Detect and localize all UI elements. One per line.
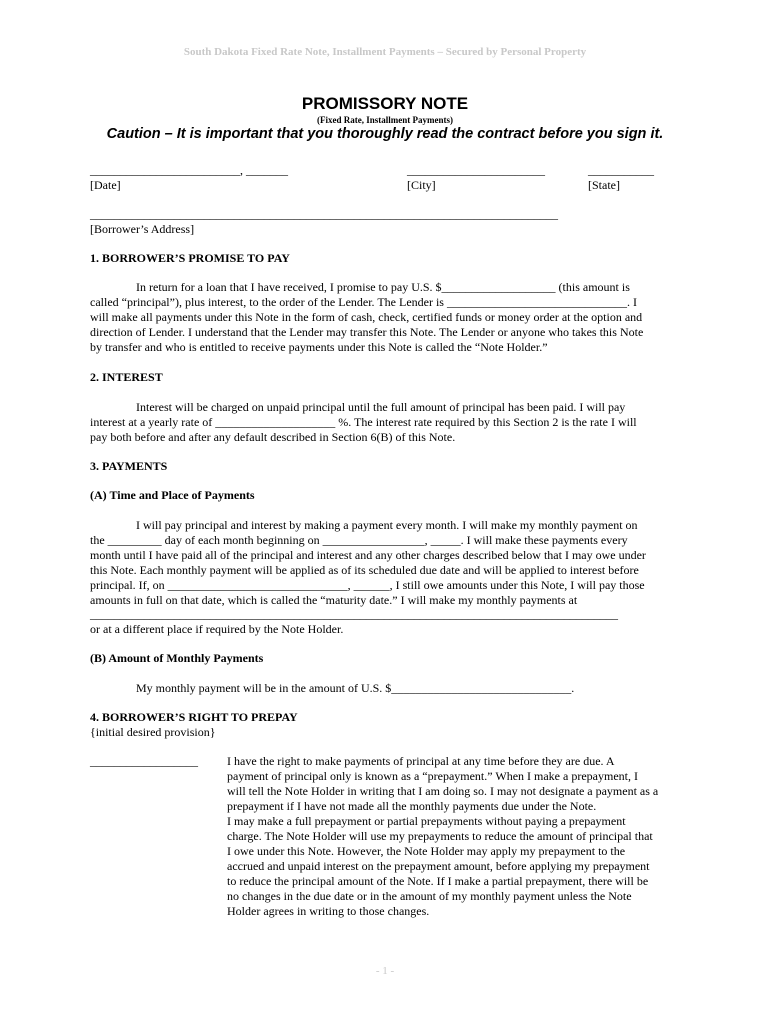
page-number: - 1 - [375,965,395,977]
paragraph-line: I have the right to make payments of principal at any time before they are due. A [227,754,615,768]
section-2-paragraph [90,400,637,445]
paragraph-line: Holder agrees in writing to those changes. [227,904,430,918]
paragraph-line: will tell the Note Holder in writing that I am doing so. I may not designate a payment as a [227,784,659,798]
paragraph-line: called “principal”), plus interest, to the order of the Lender. The Lender is ______________________________. I [90,295,637,309]
paragraph-line: Interest will be charged on unpaid principal until the full amount of principal has been paid. I will pay [136,400,626,414]
paragraph-line: by transfer and who is entitled to receive payments under this Note is called the “Note Holder.” [90,340,548,354]
section-1-heading: 1. BORROWER’S PROMISE TO PAY [90,251,290,265]
section-3-heading: 3. PAYMENTS [90,459,168,473]
section-4-paragraph [227,754,658,919]
page-title: PROMISSORY NOTE [301,94,469,113]
section-3b-heading: (B) Amount of Monthly Payments [90,651,264,665]
section-4-note: {initial desired provision} [90,725,216,739]
borrower-address-field[interactable]: ______________________________________________________________________________ [90,207,558,221]
paragraph-line: pay both before and after any default described in Section 6(B) of this Note. [90,430,456,444]
paragraph-line: to reduce the principal amount of the Note. If I make a partial prepayment, there will be [227,874,649,888]
section-2-heading: 2. INTEREST [90,370,163,384]
paragraph-line: charge. The Note Holder will use my prepayments to reduce the amount of principal that [227,829,653,843]
paragraph-line: payment of principal only is known as a “prepayment.” When I make a prepayment, I [227,769,638,783]
state-field[interactable]: ___________ [588,163,654,177]
section-3b-text: My monthly payment will be in the amount of U.S. $______________________________. [136,681,575,695]
paragraph-line: interest at a yearly rate of ____________________ %. The interest rate required by this Section 2 is the rate I will [90,415,637,429]
state-label: [State] [588,178,620,192]
document-header: South Dakota Fixed Rate Note, Installment Payments – Secured by Personal Property [183,46,587,58]
paragraph-line: no changes in the due date or in the amount of my monthly payment unless the Note [227,889,632,903]
section-1-paragraph [90,280,643,355]
payment-place-field[interactable]: ________________________________________________________________________________________ [90,607,618,621]
paragraph-line: amounts in full on that date, which is called the “maturity date.” I will make my monthly payments at [90,593,578,607]
city-field[interactable]: _______________________ [407,163,545,177]
paragraph-line: direction of Lender. I understand that the Lender may transfer this Note. The Lender or anyone who takes this Note [90,325,644,339]
section-4-heading: 4. BORROWER’S RIGHT TO PREPAY [90,710,298,724]
paragraph-line: principal. If, on ______________________________, ______, I still owe amounts under this Note, I will pay those [90,578,645,592]
paragraph-line: prepayment if I have not made all the monthly payments due under the Note. [227,799,597,813]
page-subtitle: (Fixed Rate, Installment Payments) [317,115,453,125]
paragraph-line: accrued and unpaid interest on the prepayment amount, before applying my prepayment [227,859,650,873]
section-3a-heading: (A) Time and Place of Payments [90,488,255,502]
paragraph-line: this Note. Each monthly payment will be applied as of its scheduled due date and will be applied to interest before [90,563,639,577]
paragraph-line: will make all payments under this Note in the form of cash, check, certified funds or money order at the option and [90,310,643,324]
caution-notice: Caution – It is important that you thoroughly read the contract before you sign it. [106,126,664,142]
paragraph-line: month until I have paid all of the principal and interest and any other charges described below that I may owe under [90,548,646,562]
date-field[interactable]: _________________________, _______ [90,163,288,177]
paragraph-line: I owe under this Note. However, the Note Holder may apply my prepayment to the [227,844,626,858]
paragraph-line: I will pay principal and interest by making a payment every month. I will make my monthly payment on [136,518,638,532]
payment-place-note: or at a different place if required by the Note Holder. [90,622,344,636]
initial-field[interactable]: __________________ [90,754,198,768]
paragraph-line: In return for a loan that I have received, I promise to pay U.S. $___________________ (this amount is [136,280,630,294]
section-3a-paragraph [90,518,646,608]
paragraph-line: I may make a full prepayment or partial prepayments without paying a prepayment [227,814,626,828]
paragraph-line: the _________ day of each month beginning on _________________, _____. I will make these payments every [90,533,628,547]
borrower-address-label: [Borrower’s Address] [90,222,195,236]
city-label: [City] [407,178,436,192]
date-label: [Date] [90,178,121,192]
